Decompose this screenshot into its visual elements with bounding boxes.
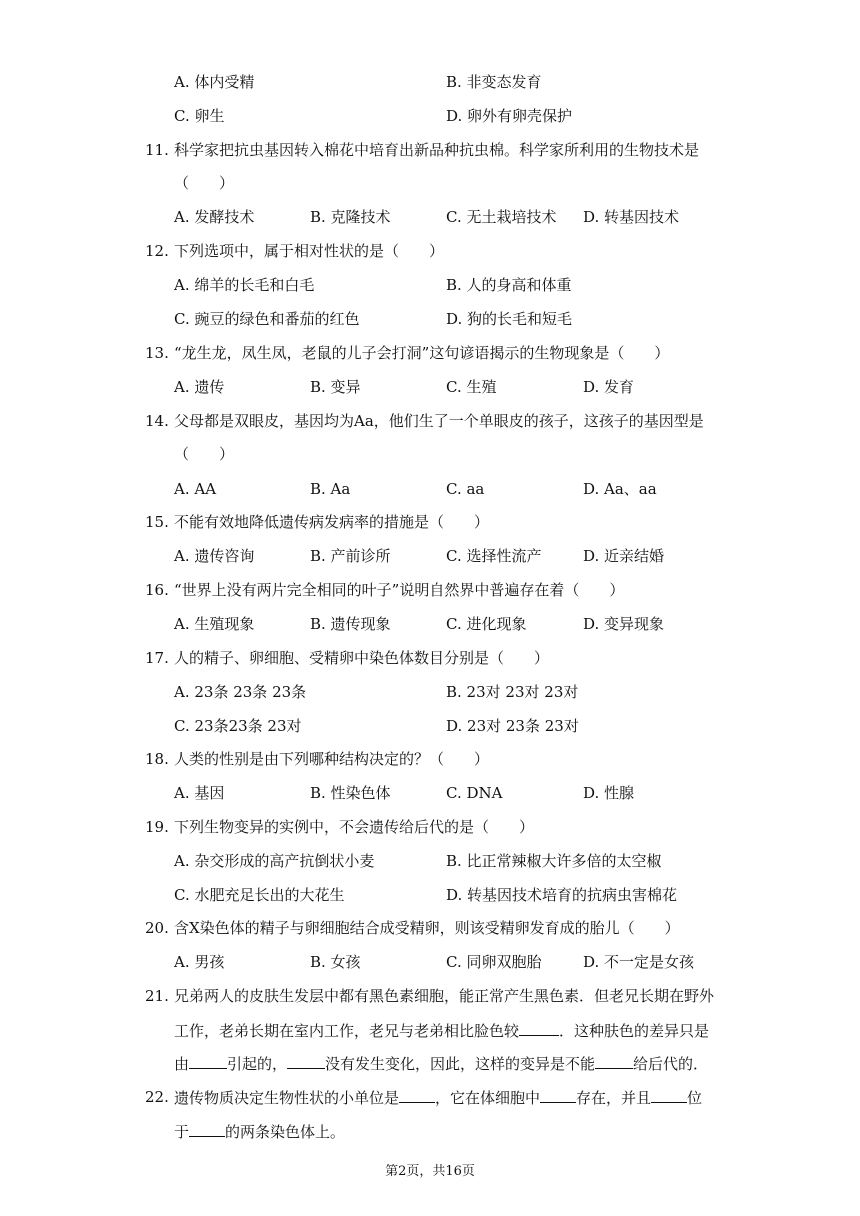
q21-blank-3[interactable] — [287, 1053, 325, 1069]
q21-text-3b: 引起的， — [227, 1055, 288, 1073]
q17-option-d: D. 23对 23条 23对 — [446, 717, 579, 735]
q20-option-c: C. 同卵双胞胎 — [446, 953, 542, 971]
q12-stem: 下列选项中，属于相对性状的是（ ） — [174, 242, 445, 260]
q16-option-b: B. 遗传现象 — [310, 615, 391, 633]
q21-text-3d: 给后代的． — [633, 1055, 709, 1073]
q21-text-2b: ．这种肤色的差异只是 — [559, 1022, 710, 1040]
q18-number: 18. — [145, 750, 169, 768]
q20-option-b: B. 女孩 — [310, 953, 361, 971]
q19-number: 19. — [145, 818, 169, 836]
q10-option-c: C. 卵生 — [174, 107, 225, 125]
q10-options-row1 — [0, 72, 860, 92]
q11-stem: 科学家把抗虫基因转入棉花中培育出新品种抗虫棉。科学家所利用的生物技术是 — [174, 141, 700, 159]
q20-option-d: D. 不一定是女孩 — [583, 953, 695, 971]
q19-stem: 下列生物变异的实例中，不会遗传给后代的是（ ） — [174, 818, 535, 836]
q12-option-d: D. 狗的长毛和短毛 — [446, 310, 573, 328]
q22-text-1c: 存在，并且 — [576, 1089, 652, 1107]
q22-blank-2[interactable] — [540, 1087, 576, 1103]
q16-options-row — [0, 614, 860, 634]
q11-number: 11. — [145, 141, 169, 159]
q18-options-row — [0, 783, 860, 803]
q14-stem-row — [0, 411, 860, 431]
q21-text-2a: 工作，老弟长期在室内工作，老兄与老弟相比脸色较 — [174, 1022, 520, 1040]
q17-option-c: C. 23条23条 23对 — [174, 717, 302, 735]
q18-stem: 人类的性别是由下列哪种结构决定的？（ ） — [174, 750, 490, 768]
q11-answer-paren: （ ） — [174, 174, 235, 192]
q18-option-a: A. 基因 — [174, 784, 225, 802]
q14-answer-paren: （ ） — [174, 445, 235, 463]
q11-option-d: D. 转基因技术 — [583, 208, 680, 226]
q22-blank-1[interactable] — [399, 1087, 435, 1103]
q21-line1 — [0, 986, 860, 1006]
q14-options-row — [0, 479, 860, 499]
q21-text-3c: 没有发生变化，因此，这样的变异是不能 — [325, 1055, 596, 1073]
q14-paren-row — [0, 444, 860, 464]
q17-stem-row — [0, 648, 860, 668]
q18-option-c: C. DNA — [446, 784, 503, 802]
q19-stem-row — [0, 817, 860, 837]
q16-stem: “世界上没有两片完全相同的叶子”说明自然界中普遍存在着（ ） — [174, 581, 625, 599]
q16-number: 16. — [145, 581, 169, 599]
q21-blank-4[interactable] — [595, 1053, 633, 1069]
q10-options-row2 — [0, 106, 860, 126]
q15-number: 15. — [145, 513, 169, 531]
q17-stem: 人的精子、卵细胞、受精卵中染色体数目分别是（ ） — [174, 649, 550, 667]
q11-stem-row — [0, 140, 860, 160]
q14-option-b: B. Aa — [310, 480, 351, 498]
q12-option-b: B. 人的身高和体重 — [446, 276, 572, 294]
q19-option-d: D. 转基因技术培育的抗病虫害棉花 — [446, 886, 678, 904]
q11-options-row — [0, 207, 860, 227]
q19-options-row1 — [0, 851, 860, 871]
q17-number: 17. — [145, 649, 169, 667]
q22-text-2a: 于 — [174, 1123, 190, 1141]
q22-text-1d: 位 — [687, 1089, 703, 1107]
q14-option-a: A. AA — [174, 480, 217, 498]
q13-option-c: C. 生殖 — [446, 378, 497, 396]
q21-text-1: 兄弟两人的皮肤生发层中都有黑色素细胞，能正常产生黑色素．但老兄长期在野外 — [174, 987, 715, 1005]
q16-option-a: A. 生殖现象 — [174, 615, 255, 633]
q19-option-c: C. 水肥充足长出的大花生 — [174, 886, 345, 904]
q11-option-b: B. 克隆技术 — [310, 208, 391, 226]
q15-stem: 不能有效地降低遗传病发病率的措施是（ ） — [174, 513, 490, 531]
q22-text-1a: 遗传物质决定生物性状的小单位是 — [174, 1089, 400, 1107]
q22-line2 — [0, 1121, 860, 1141]
q19-option-a: A. 杂交形成的高产抗倒状小麦 — [174, 852, 375, 870]
q21-number: 21. — [145, 987, 169, 1005]
q21-text-3 — [174, 1053, 708, 1074]
q14-option-c: C. aa — [446, 480, 485, 498]
q10-option-d: D. 卵外有卵壳保护 — [446, 107, 573, 125]
q15-stem-row — [0, 512, 860, 532]
q15-option-d: D. 近亲结婚 — [583, 547, 665, 565]
q21-text-2 — [174, 1020, 709, 1041]
q13-option-a: A. 遗传 — [174, 378, 225, 396]
q10-option-b: B. 非变态发育 — [446, 73, 542, 91]
q21-line3 — [0, 1053, 860, 1073]
q14-stem: 父母都是双眼皮，基因均为Aa，他们生了一个单眼皮的孩子，这孩子的基因型是 — [174, 412, 704, 430]
q22-blank-4[interactable] — [189, 1121, 225, 1137]
q20-stem-row — [0, 918, 860, 938]
q12-stem-row — [0, 241, 860, 261]
q21-line2 — [0, 1020, 860, 1040]
q20-option-a: A. 男孩 — [174, 953, 225, 971]
q22-text-1b: ，它在体细胞中 — [435, 1089, 541, 1107]
q13-stem-row — [0, 343, 860, 363]
q11-paren-row — [0, 173, 860, 193]
q17-option-b: B. 23对 23对 23对 — [446, 683, 579, 701]
q11-option-c: C. 无土栽培技术 — [446, 208, 557, 226]
q17-options-row1 — [0, 682, 860, 702]
q19-options-row2 — [0, 885, 860, 905]
q13-options-row — [0, 377, 860, 397]
q15-option-c: C. 选择性流产 — [446, 547, 542, 565]
q20-stem: 含X染色体的精子与卵细胞结合成受精卵，则该受精卵发育成的胎儿（ ） — [174, 919, 680, 937]
q20-number: 20. — [145, 919, 169, 937]
q20-options-row — [0, 952, 860, 972]
q12-options-row2 — [0, 309, 860, 329]
q13-number: 13. — [145, 344, 169, 362]
q12-option-a: A. 绵羊的长毛和白毛 — [174, 276, 315, 294]
q12-option-c: C. 豌豆的绿色和番茄的红色 — [174, 310, 360, 328]
q21-text-3a: 由 — [174, 1055, 190, 1073]
q12-options-row1 — [0, 275, 860, 295]
q17-option-a: A. 23条 23条 23条 — [174, 683, 307, 701]
q22-text-1 — [174, 1087, 702, 1108]
q19-option-b: B. 比正常辣椒大许多倍的太空椒 — [446, 852, 662, 870]
q13-stem: “龙生龙，凤生凤，老鼠的儿子会打洞”这句谚语揭示的生物现象是（ ） — [174, 344, 670, 362]
page-footer: 第2页，共16页 — [385, 1164, 475, 1179]
q15-option-b: B. 产前诊所 — [310, 547, 391, 565]
q10-option-a: A. 体内受精 — [174, 73, 255, 91]
q22-blank-3[interactable] — [651, 1087, 687, 1103]
q13-option-b: B. 变异 — [310, 378, 361, 396]
q11-option-a: A. 发酵技术 — [174, 208, 255, 226]
q18-option-d: D. 性腺 — [583, 784, 635, 802]
q22-text-2 — [174, 1121, 345, 1142]
q12-number: 12. — [145, 242, 169, 260]
q16-option-d: D. 变异现象 — [583, 615, 665, 633]
q21-blank-1[interactable] — [519, 1020, 559, 1036]
q15-options-row — [0, 546, 860, 566]
q13-option-d: D. 发育 — [583, 378, 635, 396]
q22-number: 22. — [145, 1088, 169, 1106]
q14-number: 14. — [145, 412, 169, 430]
q14-option-d: D. Aa、aa — [583, 480, 657, 498]
q22-text-2b: 的两条染色体上。 — [225, 1123, 346, 1141]
q18-stem-row — [0, 749, 860, 769]
q22-line1 — [0, 1087, 860, 1107]
q17-options-row2 — [0, 716, 860, 736]
q18-option-b: B. 性染色体 — [310, 784, 391, 802]
q16-option-c: C. 进化现象 — [446, 615, 527, 633]
q16-stem-row — [0, 580, 860, 600]
q21-blank-2[interactable] — [189, 1053, 227, 1069]
q15-option-a: A. 遗传咨询 — [174, 547, 255, 565]
